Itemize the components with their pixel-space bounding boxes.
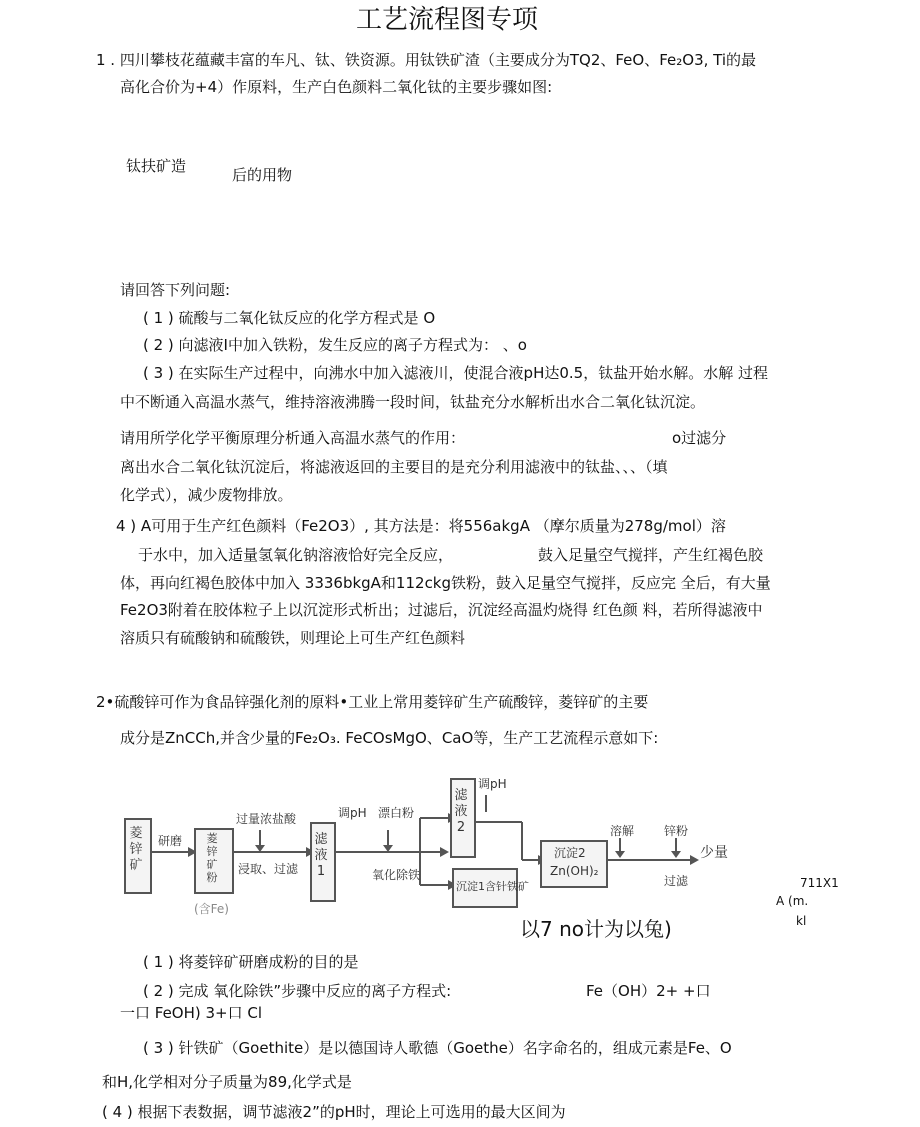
q1-sub3-e: 化学式），减少废物排放。 xyxy=(120,486,293,504)
q1-sub3-d: 离出水合二氧化钛沉淀后，将滤液返回的主要目的是充分利用滤液中的钛盐、、、（填 xyxy=(120,458,668,476)
flow-arrow-leach: 浸取、过滤 xyxy=(238,862,299,876)
q2-sub4: ( 4 ) 根据下表数据，调节滤液2”的pH时，理论上可选用的最大区间为 xyxy=(102,1103,566,1121)
q1-figure-label-a: 钛扶矿造 xyxy=(126,157,187,175)
flow-arrow-filter: 过滤 xyxy=(664,874,689,888)
q2-line2: 成分是ZnCCh,并含少量的Fe₂O₃. FeCOsMgO、CaO等，生产工艺流程示意如下: xyxy=(120,729,659,747)
q1-prompt: 请回答下列问题: xyxy=(120,281,231,299)
flow-side-2: A (m. xyxy=(776,894,809,908)
q1-sub4-b1: 于水中，加入适量氢氧化钠溶液恰好完全反应， xyxy=(138,546,454,564)
q1-sub4-a: 4 ) A可用于生产红色颜料（Fe2O3）, 其方法是：将556akgA （摩尔质量为278g/mol）溶 xyxy=(116,517,726,535)
q1-sub4-d: Fe2O3附着在胶体粒子上以沉淀形式析出；过滤后，沉淀经高温灼烧得 红色颜 料，若所得滤液中 xyxy=(120,601,763,619)
flow-box-precipitate-2-label: 沉淀2 xyxy=(554,846,586,860)
flow-arrow-adjust-ph-1: 调pH xyxy=(338,806,367,820)
flow-side-3: kl xyxy=(796,914,807,928)
q2-sub3-b: 和H,化学相对分子质量为89,化学式是 xyxy=(102,1073,352,1091)
q2-line1: 2•硫酸锌可作为食品锌强化剂的原料•工业上常用菱锌矿生产硫酸锌，菱锌矿的主要 xyxy=(96,693,649,711)
flow-arrow-zinc-powder: 锌粉 xyxy=(664,824,689,838)
q1-sub3-c1: 请用所学化学平衡原理分析通入高温水蒸气的作用： xyxy=(120,429,466,447)
q2-sub2-a: ( 2 ) 完成 氧化除铁”步骤中反应的离子方程式: xyxy=(143,982,452,1000)
q1-sub2: ( 2 ) 向滤液I中加入铁粉，发生反应的离子方程式为： 、o xyxy=(143,336,527,354)
flow-box-filtrate-2-top: 调pH xyxy=(478,777,507,791)
flow-note: 以7 no计为以兔) xyxy=(520,917,672,941)
q2-sub2-b: Fe（OH）2+ +口 xyxy=(586,982,711,1000)
q1-sub4-e: 溶质只有硫酸钠和硫酸铁，则理论上可生产红色颜料 xyxy=(120,629,466,647)
flow-box-precipitate-1-label: 沉淀1含针铁矿 xyxy=(456,880,529,893)
q2-sub2-c: 一口 FeOH) 3+口 Cl xyxy=(120,1004,263,1022)
page-title: 工艺流程图专项 xyxy=(356,5,539,35)
flow-arrow-acid: 过量浓盐酸 xyxy=(236,812,297,826)
q1-sub3-a: ( 3 ) 在实际生产过程中，向沸水中加入滤液川，使混合液pH达0.5，钛盐开始水解。水解 过程 xyxy=(143,364,768,382)
flow-arrow-grind: 研磨 xyxy=(158,834,183,848)
q1-sub4-c: 体，再向红褐色胶体中加入 3336bkgA和112ckg铁粉，鼓入足量空气搅拌，反应完 全后，有大量 xyxy=(120,574,771,592)
flow-arrow-oxidize: 氧化除铁 xyxy=(372,868,421,882)
flow-box-ore-label: 菱锌矿 xyxy=(129,826,143,873)
flow-box-ore-powder-sub: (含Fe) xyxy=(194,902,229,916)
q1-sub3-c2: o过滤分 xyxy=(672,429,727,447)
q2-sub3-a: ( 3 ) 针铁矿（Goethite）是以德国诗人歌德（Goethe）名字命名的，组成元素是Fe、O xyxy=(143,1039,732,1057)
q1-line1: 1 . 四川攀枝花蕴藏丰富的车凡、钛、铁资源。用钛铁矿渣（主要成分为TQ2、FeO、Fe₂O3, Ti的最 xyxy=(96,51,757,69)
flow-arrow-dissolve: 溶解 xyxy=(610,824,635,838)
flow-box-filtrate-1-label: 滤液1 xyxy=(314,832,328,879)
q1-figure-label-b: 后的用物 xyxy=(232,166,293,184)
q1-line2: 高化合价为+4）作原料，生产白色颜料二氧化钛的主要步骤如图: xyxy=(120,78,553,96)
flow-box-precipitate-2-sub: Zn(OH)₂ xyxy=(550,864,599,878)
flow-arrow-bleach: 漂白粉 xyxy=(378,806,415,820)
q2-sub1: ( 1 ) 将菱锌矿研磨成粉的目的是 xyxy=(143,953,359,971)
q1-sub1: ( 1 ) 硫酸与二氧化钛反应的化学方程式是 O xyxy=(143,309,436,327)
flow-product: 少量 xyxy=(700,845,728,861)
flow-box-ore-powder-label: 菱锌矿粉 xyxy=(206,832,218,884)
flow-box-filtrate-2-label: 滤液2 xyxy=(454,788,468,835)
q1-sub3-b: 中不断通入高温水蒸气，维持溶液沸腾一段时间，钛盐充分水解析出水合二氧化钛沉淀。 xyxy=(120,393,706,411)
flow-side-1: 711X1 xyxy=(800,876,839,890)
q1-sub4-b2: 鼓入足量空气搅拌，产生红褐色胶 xyxy=(538,546,764,564)
